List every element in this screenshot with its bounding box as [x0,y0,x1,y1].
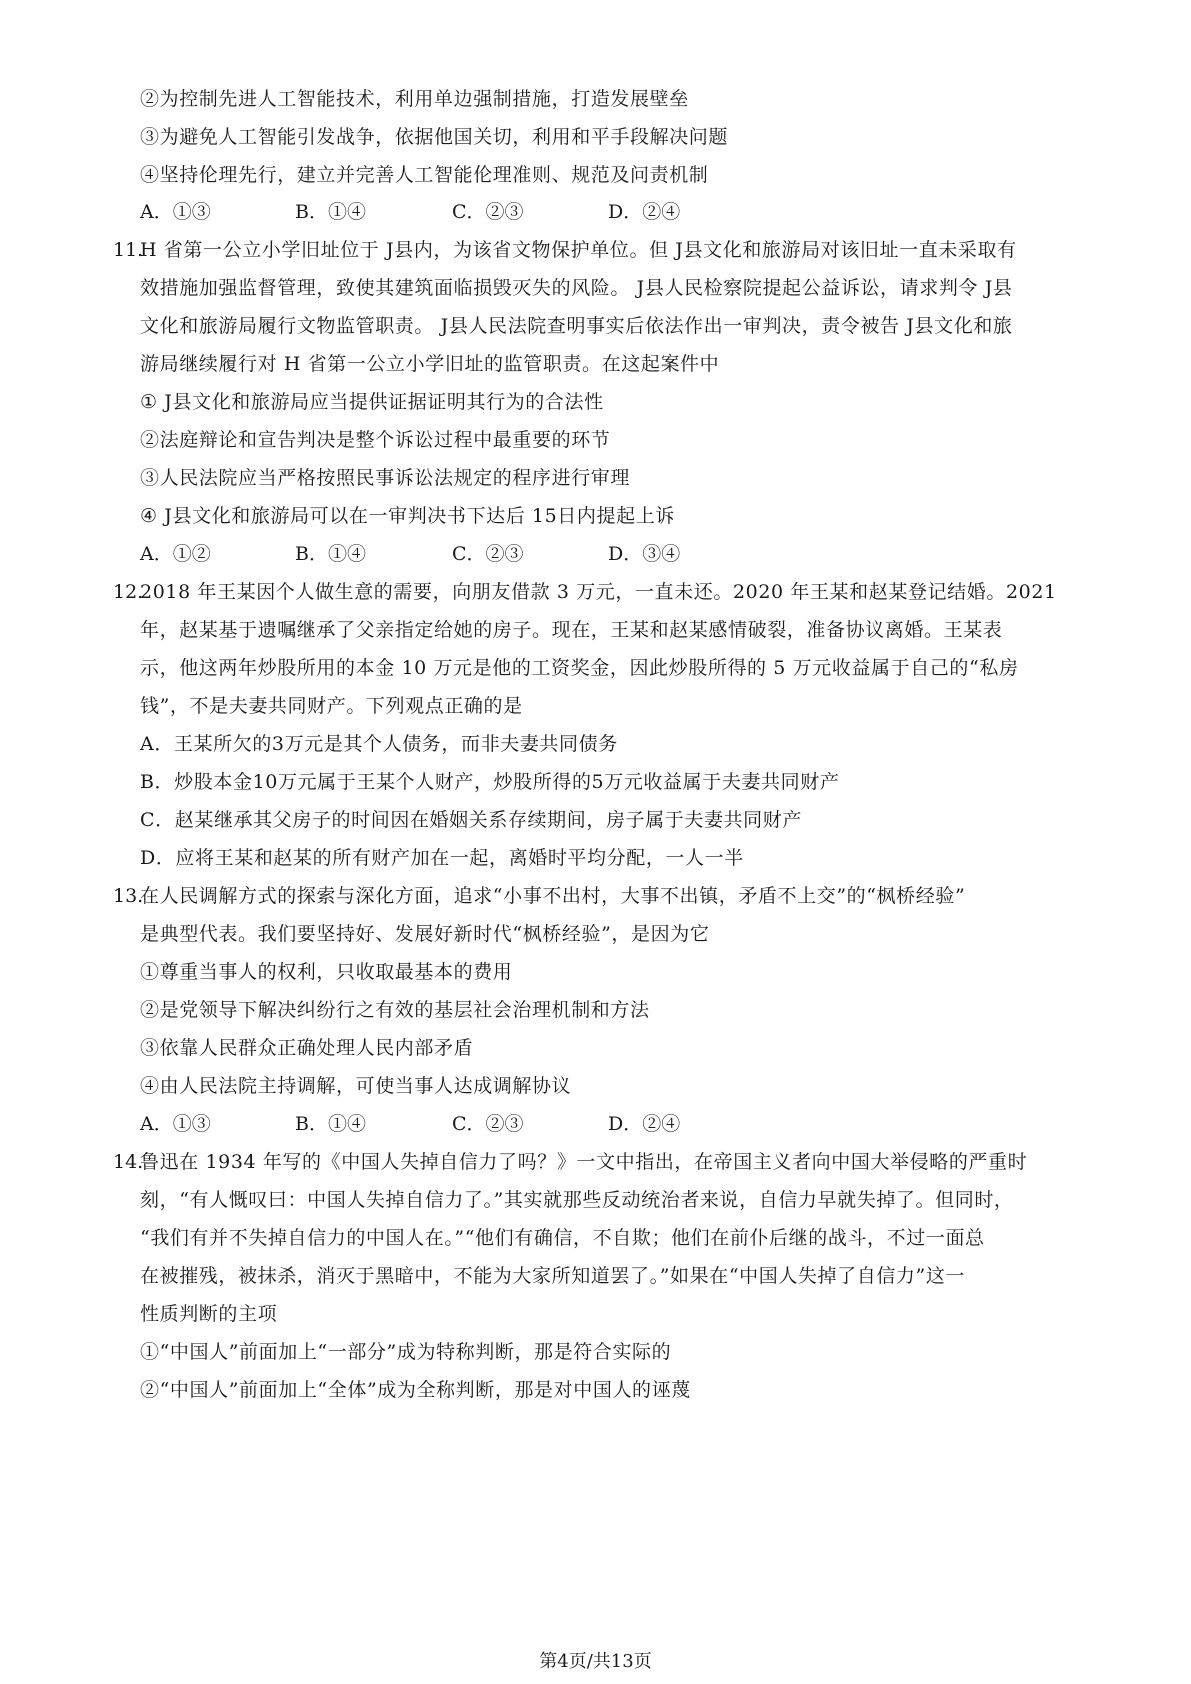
q13-choice-b: B．①④ [295,1113,366,1135]
q12-option-a: A．王某所欠的3万元是其个人债务，而非夫妻共同债务 [140,733,618,755]
q10-choice-c: C．②③ [452,201,524,223]
q12-option-d: D．应将王某和赵某的所有财产加在一起，离婚时平均分配，一人一半 [140,847,744,869]
q13-option-2: ②是党领导下解决纠纷行之有效的基层社会治理机制和方法 [140,999,650,1021]
q14-stem-line: 在被摧残，被抹杀，消灭于黑暗中，不能为大家所知道罢了。”如果在“中国人失掉了自信力”这一 [140,1265,966,1287]
q14-stem-line: 鲁迅在 1934 年写的《中国人失掉自信力了吗？》一文中指出，在帝国主义者向中国大举侵略的严重时 [140,1151,1028,1173]
q10-option-3: ③为避免人工智能引发战争，依据他国关切，利用和平手段解决问题 [140,126,729,148]
q11-option-4: ④ J县文化和旅游局可以在一审判决书下达后 15日内提起上诉 [140,505,675,527]
q12-stem-line: 年，赵某基于遗嘱继承了父亲指定给她的房子。现在，王某和赵某感情破裂，准备协议离婚。王某表 [140,619,1003,641]
q10-choice-a: A．①③ [140,201,211,223]
q11-stem-line: H 省第一公立小学旧址位于 J县内，为该省文物保护单位。但 J县文化和旅游局对该旧址一直未采取有 [140,239,1017,261]
q11-option-1: ① J县文化和旅游局应当提供证据证明其行为的合法性 [140,391,604,413]
q12-stem-line: 示，他这两年炒股所用的本金 10 万元是他的工资奖金，因此炒股所得的 5 万元收益属于自己的“私房 [140,657,1019,679]
q12-stem-line: 钱”，不是夫妻共同财产。下列观点正确的是 [140,695,523,717]
q14-stem-line: “我们有并不失掉自信力的中国人在。”“他们有确信，不自欺；他们在前仆后继的战斗，不过一面总 [140,1227,985,1249]
q11-stem-line: 效措施加强监督管理，致使其建筑面临损毁灭失的风险。 J县人民检察院提起公益诉讼，请求判令 J县 [140,277,1013,299]
q13-stem-line: 在人民调解方式的探索与深化方面，追求“小事不出村，大事不出镇，矛盾不上交”的“枫桥经验” [140,885,966,907]
q11-choice-b: B．①④ [295,543,366,565]
q11-choice-a: A．①② [140,543,211,565]
q13-choice-a: A．①③ [140,1113,211,1135]
q11-choice-d: D．③④ [608,543,681,565]
q11-stem-line: 文化和旅游局履行文物监管职责。 J县人民法院查明事实后依法作出一审判决，责令被告 J县文化和旅 [140,315,1013,337]
q13-choice-c: C．②③ [452,1113,524,1135]
q14-option-1: ①“中国人”前面加上“一部分”成为特称判断，那是符合实际的 [140,1341,672,1363]
q12-option-b: B．炒股本金10万元属于王某个人财产，炒股所得的5万元收益属于夫妻共同财产 [140,771,840,793]
q11-option-2: ②法庭辩论和宣告判决是整个诉讼过程中最重要的环节 [140,429,611,451]
q11-option-3: ③人民法院应当严格按照民事诉讼法规定的程序进行审理 [140,467,631,489]
q11-stem-line: 游局继续履行对 H 省第一公立小学旧址的监管职责。在这起案件中 [140,353,720,375]
q11-number: 11. [113,239,144,261]
q10-option-2: ②为控制先进人工智能技术，利用单边强制措施，打造发展壁垒 [140,88,689,110]
q10-choice-b: B．①④ [295,201,366,223]
q14-stem-line: 性质判断的主项 [140,1303,278,1325]
q10-option-4: ④坚持伦理先行，建立并完善人工智能伦理准则、规范及问责机制 [140,164,709,186]
q12-number: 12. [113,581,144,603]
q14-option-2: ②“中国人”前面加上“全体”成为全称判断，那是对中国人的诬蔑 [140,1379,691,1401]
q13-option-4: ④由人民法院主持调解，可使当事人达成调解协议 [140,1075,572,1097]
q13-stem-line: 是典型代表。我们要坚持好、发展好新时代“枫桥经验”，是因为它 [140,923,710,945]
q13-number: 13. [113,885,144,907]
q12-option-c: C．赵某继承其父房子的时间因在婚姻关系存续期间，房子属于夫妻共同财产 [140,809,802,831]
q13-option-3: ③依靠人民群众正确处理人民内部矛盾 [140,1037,474,1059]
q12-stem-line: 2018 年王某因个人做生意的需要，向朋友借款 3 万元，一直未还。2020 年王某和赵某登记结婚。2021 [140,581,1057,603]
q13-option-1: ①尊重当事人的权利，只收取最基本的费用 [140,961,513,983]
q14-stem-line: 刻，“有人慨叹曰：中国人失掉自信力了。”其实就那些反动统治者来说，自信力早就失掉了。但同时， [140,1189,1014,1211]
q14-number: 14. [113,1151,144,1173]
q11-choice-c: C．②③ [452,543,524,565]
q10-choice-d: D．②④ [608,201,681,223]
q13-choice-d: D．②④ [608,1113,681,1135]
page-footer: 第4页/共13页 [539,1651,652,1672]
